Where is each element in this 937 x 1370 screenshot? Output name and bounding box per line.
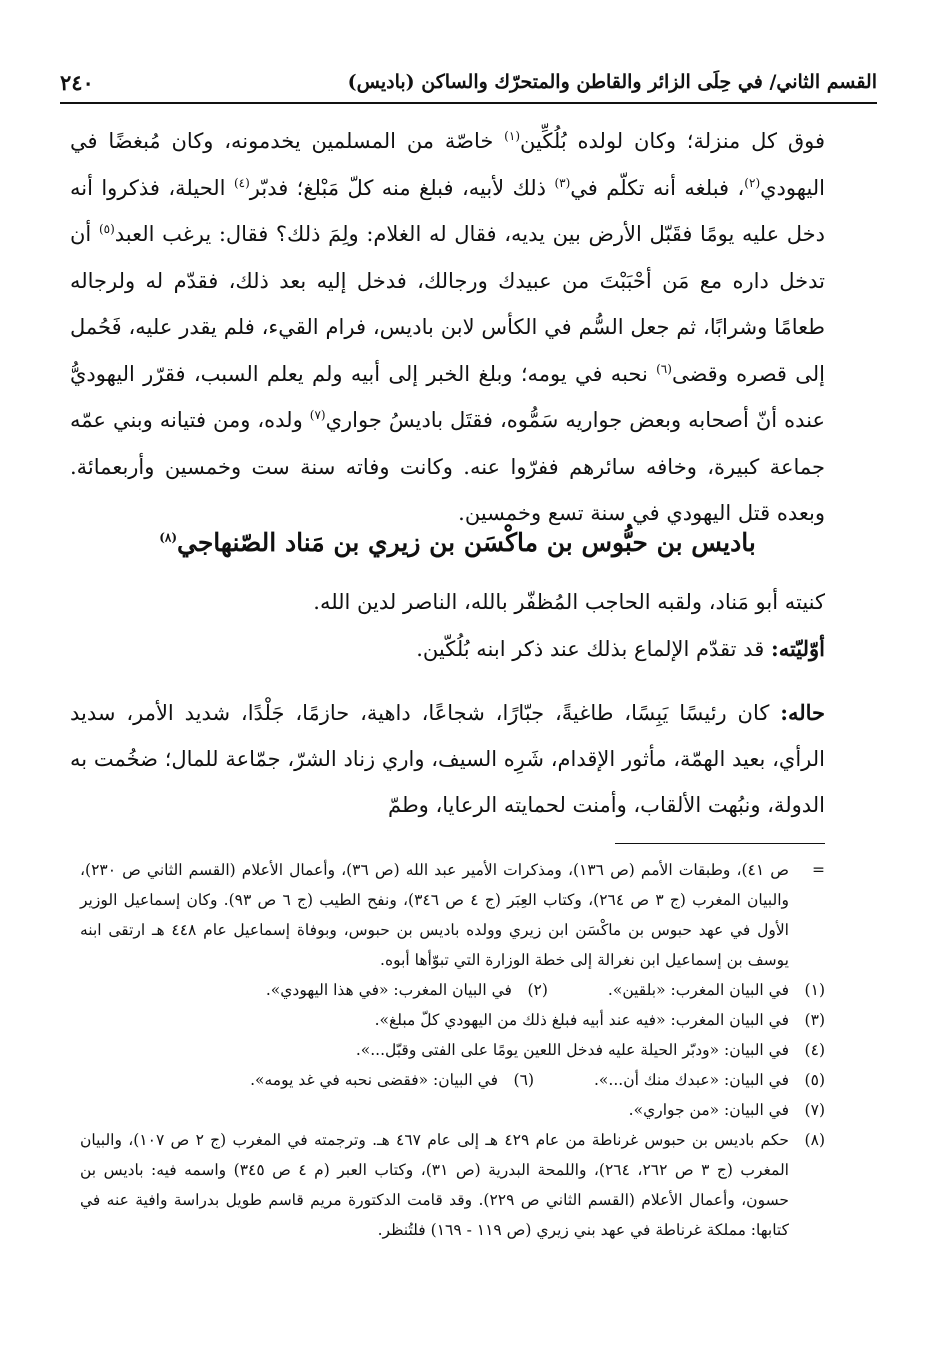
hal-label: حاله: <box>780 700 825 725</box>
footnote-text: في البيان المغرب: «فيه عند أبيه فبلغ ذلك من اليهودي كلّ مبلغ». <box>374 1011 789 1029</box>
footnote-number: (١) <box>804 981 825 999</box>
page-number: ٢٤٠ <box>60 69 94 95</box>
footnotes <box>80 855 825 1245</box>
hal-paragraph <box>70 690 825 828</box>
text-segment: نحبه في يومه؛ وبلغ الخبر إلى أبيه ولم يعلم السبب، فقرّر اليهوديُّ عنده أنّ أصحابه وبعض جواريه سَمُّوه، فقتَل باديسُ جواري <box>70 361 825 432</box>
text-segment: ، فبلغه أنه تكلّم في <box>570 175 745 200</box>
section-heading <box>90 528 825 557</box>
footnote-text: في البيان المغرب: «في هذا اليهودي». <box>265 981 512 999</box>
hal-text: كان رئيسًا يَبِسًا، طاغيةً، جبّارًا، شجاعًا، داهية، حازمًا، جَلْدًا، شديد الأمر، سديد الرأي، بعيد الهمّة، مأثور الإقدام، شَرِه السيف، واري زناد الشرّ، جمّاعة للمال؛ ضخُمت به الدولة، ونبُهت الألقاب، وأمنت لحمايته الرعايا، وطمّ <box>70 701 825 817</box>
running-header <box>60 62 877 104</box>
text-segment: ولده، ومن فتيانه وبني عمّه جماعة كبيرة، وخافه سائرهم ففرّوا عنه. وكانت وفاته سنة ست وخمسين وأربعمائة. وبعده قتل اليهودي في سنة تسع وخمسين. <box>70 408 825 525</box>
footnote-number: (٣) <box>804 1011 825 1029</box>
footnote-3 <box>80 1005 825 1035</box>
footnote-ref: (٦) <box>656 361 672 376</box>
footnote-separator <box>615 843 825 844</box>
footnote-7 <box>80 1095 825 1125</box>
footnote-pair <box>80 975 825 1005</box>
kunya-line: كنيته أبو مَناد، ولقبه الحاجب المُظفّر بالله، الناصر لدين الله. <box>313 590 825 614</box>
footnote-ref: (٣) <box>554 175 571 190</box>
heading-text: باديس بن حبُّوس بن ماكْسَن بن زيري بن مَناد الصّنهاجي <box>177 528 756 557</box>
footnote-4 <box>80 1035 825 1065</box>
text-segment: ذلك لأبيه، فبلغ منه كلّ مَبْلغ؛ فدبّر <box>249 175 547 200</box>
footnote-text: حكم باديس بن حبوس غرناطة من عام ٤٢٩ هـ إلى عام ٤٦٧ هـ. وترجمته في المغرب (ج ٢ ص ١٠٧)، والبيان المغرب (ج ٣ ص ٢٦٢، ٢٦٤)، واللمحة البدرية (ص ٣١)، وكتاب العبر (م ٤ ص ٣٤٥) واسمه فيه: باديس بن حسون، وأعمال الأعلام (القسم الثاني ص ٢٢٩). وقد قامت الدكتورة مريم قاسم طويل بدراسة وافية عنه في كتابها: مملكة غرناطة في عهد بني زيري (ص ١١٩ - ١٦٩) فلتُنظر. <box>80 1131 789 1239</box>
footnote-ref: (٢) <box>744 175 761 190</box>
awwaliyyah-line <box>70 636 825 661</box>
footnote-5 <box>594 1065 825 1095</box>
paragraph-1 <box>70 118 825 537</box>
text-segment: خاصّة من المسلمين يخدمونه، وكان مُبغضًا في اليهودي <box>70 129 826 200</box>
footnote-text: ص ٤١)، وطبقات الأمم (ص ١٣٦)، ومذكرات الأمير عبد الله (ص ٣٦)، وأعمال الأعلام (القسم الثاني ص ٢٣٠)، والبيان المغرب (ج ٣ ص ٢٦٤)، وكتاب العِبَر (ج ٤ ص ٣٤٦)، ونفح الطيب (ج ٦ ص ٩٣). وكان إسماعيل الوزير الأول في عهد حبوس بن ماكْسَن ابن زيري وولده باديس بن حبوس، وبوفاة إسماعيل عام ٤٤٨ هـ ارتقى ابنه يوسف بن إسماعيل ابن نغرالة إلى خطة الوزارة التي تبوّأها أبوه. <box>80 861 789 969</box>
footnote-continuation <box>80 855 825 975</box>
text-segment: أن تدخل داره مع مَن أحْبَبْتَ من عبيدك ورجالك، فدخل إليه بعد ذلك، فقدّم له ولرجاله طعامًا وشرابًا، ثم جعل السُّم في الكأس لابن باديس، فرام القيء، فلم يقدر عليه، فَحُمل إلى قصره وقضى <box>70 222 825 386</box>
footnote-8 <box>80 1125 825 1245</box>
footnote-number: (٤) <box>804 1041 825 1059</box>
footnote-number: (٦) <box>513 1071 534 1089</box>
awwaliyyah-label: أوّليّته: <box>770 636 825 661</box>
footnote-2 <box>266 975 548 1005</box>
footnote-number: (٢) <box>527 981 548 999</box>
footnote-text: في البيان: «فقضى نحبه في غد يومه». <box>250 1071 498 1089</box>
footnote-text: في البيان: «ودبّر الحيلة عليه فدخل اللعين يومًا على الفتى وقبّل...». <box>355 1041 789 1059</box>
footnote-ref: (٤) <box>233 175 250 190</box>
header-title: القسم الثاني/ في حِلَى الزائر والقاطن والمتحرّك والساكن (باديس) <box>347 71 877 93</box>
awwaliyyah-text: قد تقدّم الإلماع بذلك عند ذكر ابنه بُلُكّين. <box>416 637 765 661</box>
footnote-text: في البيان المغرب: «بلقين». <box>607 981 789 999</box>
continuation-mark: = <box>812 861 825 879</box>
text-segment: فوق كل منزلة؛ وكان لولده بُلُكِّين <box>520 129 826 153</box>
footnote-number: (٧) <box>804 1101 825 1119</box>
text-segment: الحيلة، فذكروا أنه دخل عليه يومًا فقَبّل الأرض بين يديه، فقال له الغلام: ولِمَ ذلك؟ فقال: يرغب العبد <box>70 175 825 246</box>
footnote-6 <box>250 1065 534 1095</box>
footnote-number: (٨) <box>804 1131 825 1149</box>
footnote-text: في البيان: «عبدك منك أن...». <box>594 1071 789 1089</box>
footnote-text: في البيان: «من جواري». <box>628 1101 789 1119</box>
footnote-1 <box>608 975 825 1005</box>
footnote-pair <box>80 1065 825 1095</box>
footnote-ref: (١) <box>504 129 520 143</box>
footnote-number: (٥) <box>804 1071 825 1089</box>
main-text <box>70 118 825 537</box>
footnote-ref: (٥) <box>98 222 115 236</box>
footnote-ref: (٨) <box>159 530 178 545</box>
footnote-ref: (٧) <box>309 408 326 422</box>
